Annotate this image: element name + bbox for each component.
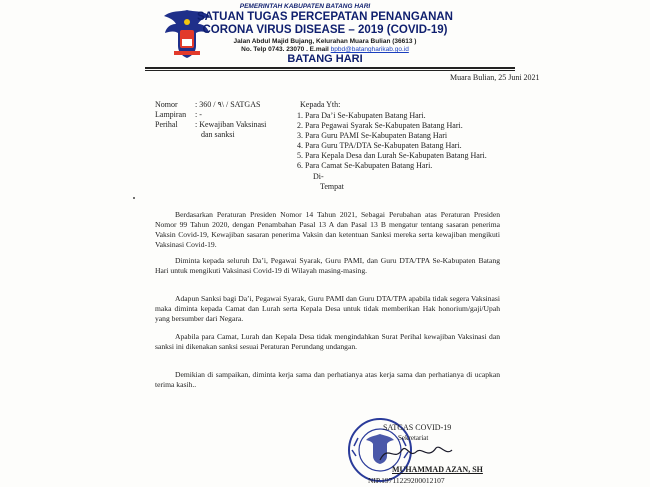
meta-lampiran (155, 110, 202, 119)
body-paragraph-2: Diminta kepada seluruh Da’i, Pegawai Syarak, Guru PAMI, dan Guru DTA/TPA Se-Kabupaten Batang Hari untuk mengikuti Vaksinasi Covid-19 di Wilayah masing-masing. (155, 256, 500, 275)
org-address: Jalan Abdul Majid Bujang, Kelurahan Muara Bulian (36613 ) (233, 38, 417, 45)
recipient-item: 3. Para Guru PAMI Se-Kabupaten Batang Hari (297, 131, 448, 140)
meta-perihal-value-2: dan sanksi (201, 130, 235, 139)
letter-date: Muara Bulian, 25 Juni 2021 (450, 73, 540, 82)
meta-perihal-value: : Kewajiban Vaksinasi (195, 120, 267, 129)
recipient-di: Di- (313, 172, 324, 181)
recipient-item: 2. Para Pegawai Syarak Se-Kabupaten Batang Hari. (297, 121, 463, 130)
body-paragraph-4: Apabila para Camat, Lurah dan Kepala Desa tidak mengindahkan Surat Perihal kewajiban Vaksinasi dan sanksi ini dikenakan sanksi sesuai Peraturan Perundang undangan. (155, 332, 500, 351)
recipient-tempat: Tempat (320, 182, 344, 191)
meta-lampiran-value: : - (195, 110, 202, 119)
scan-speck (133, 197, 135, 199)
signature-name: MUHAMMAD AZAN, SH (392, 465, 483, 474)
meta-nomor-value: : 360 / ۹\ / SATGAS (195, 100, 261, 109)
meta-nomor-label: Nomor (155, 100, 178, 109)
recipient-item: 6. Para Camat Se-Kabupaten Batang Hari. (297, 161, 433, 170)
body-paragraph-5: Demikian di sampaikan, diminta kerja sama dan perhatianya atas kerja sama dan perhatianya di ucapkan terima kasih.. (155, 370, 500, 389)
body-paragraph-1: Berdasarkan Peraturan Presiden Nomor 14 Tahun 2021, Sebagai Perubahan atas Peraturan Presiden Nomor 99 Tahun 2020, dengan Penambahan Pasal 13 A dan Pasal 13 B mengatur tentang sasaran penerima Vaksin Covid-19, Kewajiban sasaran penerima Vaksin dan ketentuan Sanksi mereka serta kewajiban mengikuti Vaksinasi Covid-19. (155, 210, 500, 249)
handwritten-signature-icon (376, 440, 456, 466)
org-contact (210, 46, 440, 53)
org-email-link[interactable]: bpbd@batangharikab.go.id (330, 46, 409, 53)
meta-nomor (155, 100, 260, 109)
signature-org: SATGAS COVID-19 (383, 423, 452, 432)
org-title-line1: SATUAN TUGAS PERCEPATAN PENANGANAN (197, 11, 453, 23)
recipient-heading: Kepada Yth: (300, 100, 341, 109)
government-name: PEMERINTAH KABUPATEN BATANG HARI (239, 3, 371, 10)
recipient-item: 4. Para Guru TPA/DTA Se-Kabupaten Batang Hari. (297, 141, 462, 150)
org-title-line2: CORONA VIRUS DISEASE – 2019 (COVID-19) (202, 24, 448, 36)
meta-perihal (155, 120, 266, 129)
recipient-item: 5. Para Kepala Desa dan Lurah Se-Kabupaten Batang Hari. (297, 151, 487, 160)
meta-lampiran-label: Lampiran (155, 110, 187, 119)
org-phone: No. Telp 0743. 23070 . E.mail (241, 46, 329, 53)
body-paragraph-3: Adapun Sanksi bagi Da’i, Pegawai Syarak, Guru PAMI dan Guru DTA/TPA apabila tidak segera Vaksinasi maka diminta kepada Camat dan Lurah serta Kepala Desa untuk tidak memberikan Hak honorium/gaji/Upah yang bersumber dari Negara. (155, 294, 500, 323)
signature-role: Sekretariat (398, 434, 429, 442)
signature-nip: NIP.19711229200012107 (368, 476, 445, 485)
meta-perihal-label: Perihal (155, 120, 178, 129)
header-rule-thick (145, 67, 515, 69)
recipient-item: 1. Para Da’i Se-Kabupaten Batang Hari. (297, 111, 426, 120)
header-rule-thin (145, 70, 515, 71)
org-city: BATANG HARI (287, 53, 363, 65)
